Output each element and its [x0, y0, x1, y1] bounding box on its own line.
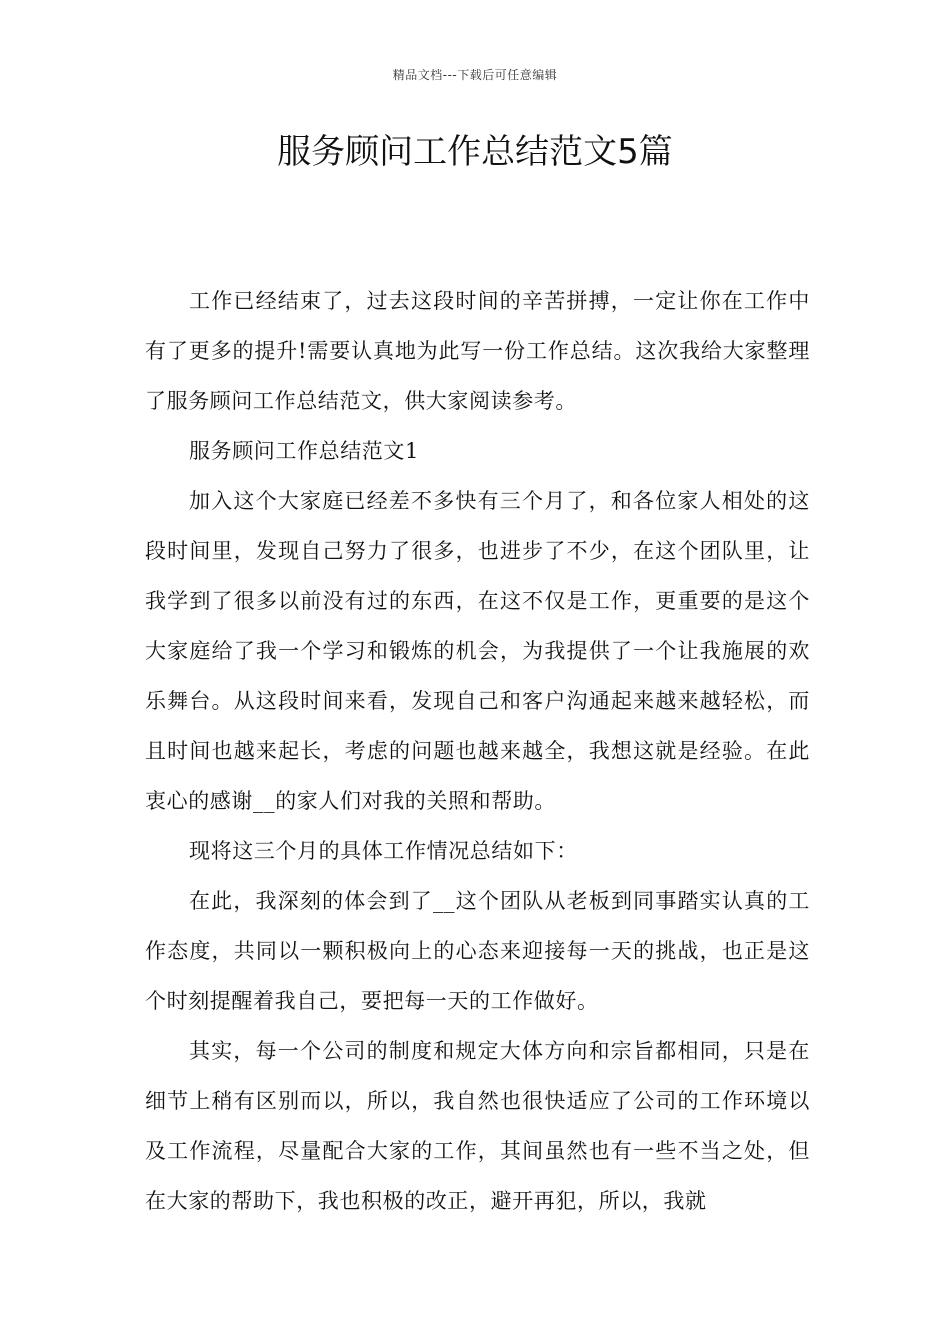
paragraph: 其实，每一个公司的制度和规定大体方向和宗旨都相同，只是在细节上稍有区别而以，所以，我自然也很快适应了公司的工作环境以及工作流程，尽量配合大家的工作，其间虽然也有一些不当之处，但在大家的帮助下，我也积极的改正，避开再犯，所以，我就 — [145, 1039, 810, 1213]
paragraph-intro: 工作已经结束了，过去这段时间的辛苦拼搏，一定让你在工作中有了更多的提升!需要认真地为此写一份工作总结。这次我给大家整理了服务顾问工作总结范文，供大家阅读参考。 — [145, 289, 810, 413]
document-title: 服务顾问工作总结范文5篇 — [277, 132, 673, 172]
paragraph: 现将这三个月的具体工作情况总结如下： — [189, 839, 578, 863]
document-body — [145, 276, 810, 1226]
paragraph: 在此，我深刻的体会到了__这个团队从老板到同事踏实认真的工作态度，共同以一颗积极向上的心态来迎接每一天的挑战，也正是这个时刻提醒着我自己，要把每一天的工作做好。 — [145, 889, 810, 1013]
header-note: 精品文档---下载后可任意编辑 — [392, 68, 558, 82]
section-heading: 服务顾问工作总结范文1 — [189, 439, 419, 463]
paragraph: 加入这个大家庭已经差不多快有三个月了，和各位家人相处的这段时间里，发现自己努力了很多，也进步了不少，在这个团队里，让我学到了很多以前没有过的东西，在这不仅是工作，更重要的是这个大家庭给了我一个学习和锻炼的机会，为我提供了一个让我施展的欢乐舞台。从这段时间来看，发现自己和客户沟通起来越来越轻松，而且时间也越来起长，考虑的问题也越来越全，我想这就是经验。在此衷心的感谢__的家人们对我的关照和帮助。 — [145, 489, 810, 813]
